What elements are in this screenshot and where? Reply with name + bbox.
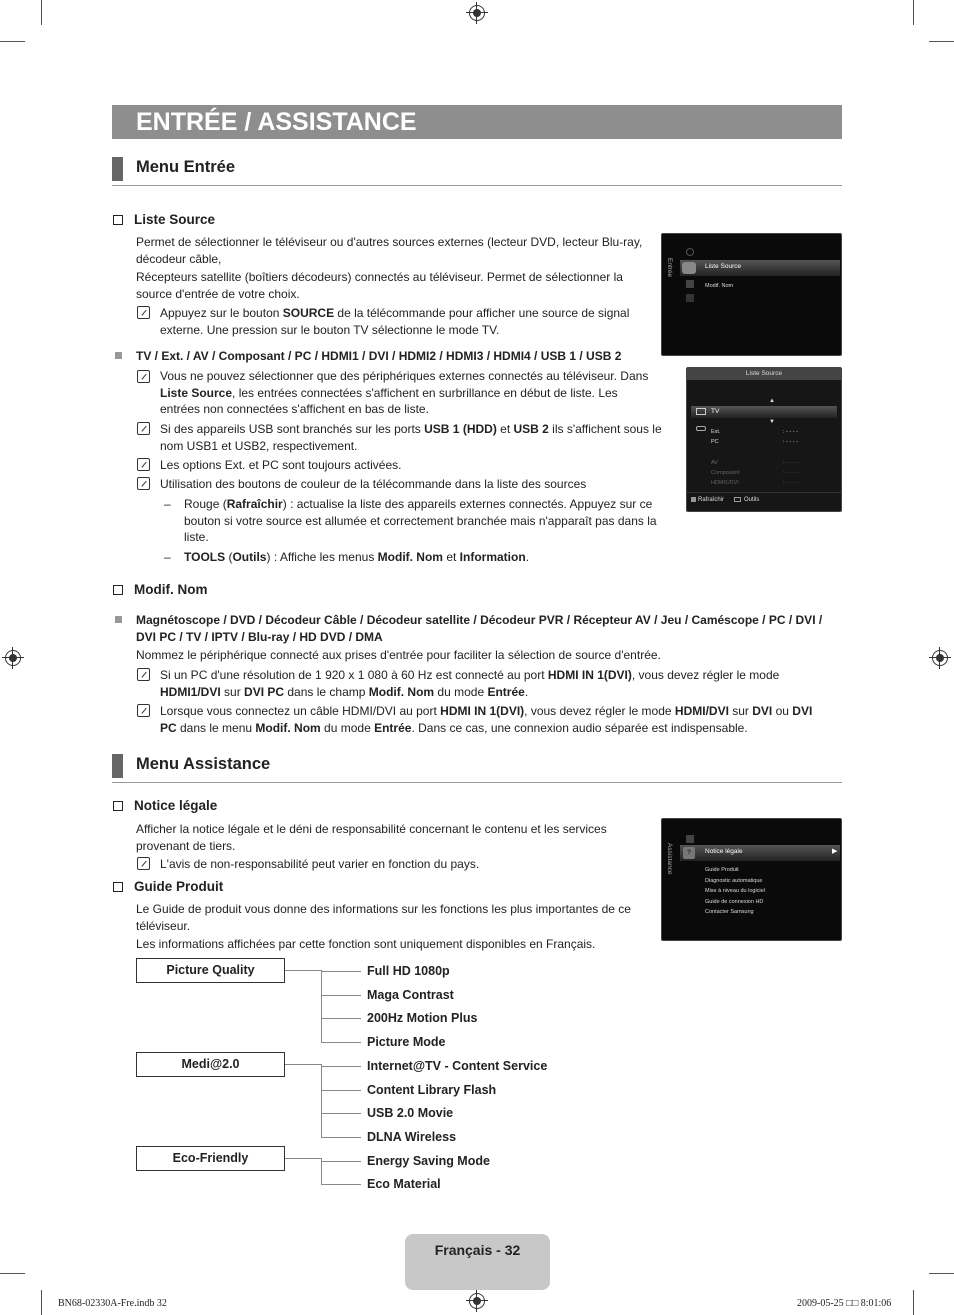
footer-file: BN68-02330A-Fre.indb 32 xyxy=(58,1298,167,1309)
selected-row xyxy=(680,260,840,276)
checkbox-icon xyxy=(113,585,123,595)
input-icon xyxy=(682,262,696,274)
source-row-name: Composant xyxy=(711,470,740,476)
page-title: ENTRÉE / ASSISTANCE xyxy=(136,108,417,136)
note-icon xyxy=(137,370,150,383)
refresh-label: Rafraîchir xyxy=(698,497,725,503)
note-icon xyxy=(137,668,150,681)
connector-line xyxy=(321,1018,361,1019)
note-text: L'avis de non-responsabilité peut varier en fonction du pays. xyxy=(160,857,480,871)
connector-line xyxy=(285,970,321,971)
selected-row xyxy=(680,845,840,861)
source-row-name: PC xyxy=(711,439,719,445)
source-row-name: HDMI1/DVI xyxy=(711,480,739,486)
help-icon xyxy=(686,835,694,843)
subsection-notice-legale xyxy=(113,798,217,815)
registration-mark-icon xyxy=(469,1293,485,1309)
note-text: Utilisation des boutons de couleur de la télécommande dans la liste des sources xyxy=(160,477,587,491)
menu-item-modif-nom: Modif. Nom xyxy=(705,283,734,289)
bullet-square-icon xyxy=(115,352,122,359)
paragraph: Récepteurs satellite (boîtiers décodeurs) connectés au téléviseur. Permet de sélectionner la source d'entrée de votre choix. xyxy=(136,270,623,301)
note-text: Si des appareils USB sont branchés sur les ports USB 1 (HDD) et USB 2 ils s'affichent sous le nom USB1 et USB2, respectivement. xyxy=(160,422,662,453)
connector-line xyxy=(321,970,322,1043)
crop-mark xyxy=(913,0,914,25)
connector-line xyxy=(321,1161,361,1162)
side-label: Assistance xyxy=(666,843,673,875)
source-list-header: Liste Source xyxy=(687,368,841,380)
paragraph: Nommez le périphérique connecté aux prises d'entrée pour faciliter la sélection de source d'entrée. xyxy=(136,648,661,662)
crop-mark xyxy=(929,41,954,42)
crop-mark xyxy=(0,41,25,42)
device-list-text: Magnétoscope / DVD / Décodeur Câble / Décodeur satellite / Décodeur PVR / Récepteur AV / Jeu / Caméscope / PC / DVI / DVI PC / TV / IPTV / Blu-ray / HD DVD / DMA xyxy=(136,613,823,644)
page-title-bar xyxy=(112,105,842,139)
feature-item: USB 2.0 Movie xyxy=(367,1106,454,1121)
assistance-menu-item: Contacter Samsung xyxy=(705,909,754,915)
connector-line xyxy=(321,1064,322,1138)
note-icon xyxy=(137,857,150,870)
divider xyxy=(687,492,841,493)
note-icon xyxy=(137,477,150,490)
tools-label: Outils xyxy=(744,497,760,503)
section-title: Menu Assistance xyxy=(136,755,271,773)
red-button-icon xyxy=(691,497,696,502)
connector-line xyxy=(285,1158,321,1159)
registration-mark-icon xyxy=(5,650,21,666)
connector-line xyxy=(321,1158,322,1185)
connector-line xyxy=(321,1113,361,1114)
page-number: Français - 32 xyxy=(434,1242,521,1258)
crop-mark xyxy=(0,1273,25,1274)
feature-group-box: Medi@2.0 xyxy=(136,1052,285,1077)
assistance-menu-item: Diagnostic automatique xyxy=(705,877,763,884)
feature-item: Content Library Flash xyxy=(367,1082,497,1097)
section-title: Menu Entrée xyxy=(136,158,236,176)
side-label: Entrée xyxy=(666,258,673,278)
scroll-down-icon: ▼ xyxy=(769,419,775,425)
feature-item: Maga Contrast xyxy=(367,987,454,1002)
subsection-modif-nom xyxy=(113,582,208,599)
tv-menu-screenshot-entree xyxy=(661,233,842,356)
note-icon xyxy=(137,458,150,471)
assistance-menu-item: Guide Produit xyxy=(705,867,739,873)
connector-line xyxy=(321,1042,361,1043)
scroll-up-icon: ▲ xyxy=(769,398,775,404)
source-row-value: : - - - - xyxy=(783,470,798,476)
tv-menu-screenshot-assistance xyxy=(661,818,842,941)
feature-item: Energy Saving Mode xyxy=(367,1153,490,1168)
paragraph: Les informations affichées par cette fonction sont uniquement disponibles en Français. xyxy=(136,937,596,951)
bullet-square-icon xyxy=(115,616,122,623)
registration-mark-icon xyxy=(932,650,948,666)
source-row-name: Ext. xyxy=(711,429,721,435)
subsection-label: Liste Source xyxy=(134,212,216,227)
page-number-tab xyxy=(405,1234,550,1290)
connector-line xyxy=(321,1090,361,1091)
section-bar xyxy=(112,157,123,181)
feature-group-box: Eco-Friendly xyxy=(136,1146,285,1171)
subsection-guide-produit xyxy=(113,879,223,896)
source-row-name: AV xyxy=(711,460,718,466)
dash-item-text: Rouge (Rafraîchir) : actualise la liste des appareils externes connectés. Appuyez sur ce bouton si votre source est allumée et correctement branchée mais n'apparaît pas dans la liste. xyxy=(184,497,657,544)
feature-item: Picture Mode xyxy=(367,1035,446,1050)
assistance-menu-item: Guide de connexion HD xyxy=(705,898,764,905)
subsection-label: Notice légale xyxy=(134,798,218,813)
connector-line xyxy=(321,1066,361,1067)
tv-icon xyxy=(696,408,706,415)
arrow-right-icon: ▶ xyxy=(832,848,838,855)
connector-line xyxy=(321,971,361,972)
crop-mark xyxy=(41,1290,42,1315)
help-icon xyxy=(686,280,694,288)
registration-mark-icon xyxy=(469,5,485,21)
menu-item-selected: Notice légale xyxy=(705,848,743,855)
connector-line xyxy=(321,1184,361,1185)
source-row-value: : - - - - xyxy=(783,429,798,435)
remote-icon xyxy=(137,306,150,319)
note-text: Lorsque vous connectez un câble HDMI/DVI au port HDMI IN 1(DVI), vous devez régler le mode HDMI/DVI sur DVI ou DVI PC dans le menu Modif. Nom du mode Entrée. Dans ce cas, une connexion audio séparée est indispensable. xyxy=(160,704,813,735)
question-icon: ? xyxy=(683,847,695,859)
connector-line xyxy=(321,995,361,996)
section-heading-menu-entree xyxy=(112,160,842,186)
subsection-label: Modif. Nom xyxy=(134,582,208,597)
connector-line xyxy=(285,1064,321,1065)
feature-item: 200Hz Motion Plus xyxy=(367,1011,478,1026)
dash-bullet: – xyxy=(164,550,171,564)
source-tv: TV xyxy=(711,408,720,415)
source-row-value: : - - - - xyxy=(783,480,798,486)
crop-mark xyxy=(929,1273,954,1274)
paragraph: Afficher la notice légale et le déni de responsabilité concernant le contenu et les services provenant de tiers. xyxy=(136,822,607,853)
feature-item: Full HD 1080p xyxy=(367,964,450,978)
menu-item-liste-source: Liste Source xyxy=(705,263,742,270)
note-text: Appuyez sur le bouton SOURCE de la télécommande pour afficher une source de signal externe. Une pression sur le bouton TV sélectionne le mode TV. xyxy=(160,306,630,337)
feature-item: DLNA Wireless xyxy=(367,1129,457,1144)
crop-mark xyxy=(913,1290,914,1315)
source-list-text: TV / Ext. / AV / Composant / PC / HDMI1 / DVI / HDMI2 / HDMI3 / HDMI4 / USB 1 / USB 2 xyxy=(136,349,622,363)
paragraph: Le Guide de produit vous donne des informations sur les fonctions les plus importantes de ce téléviseur. xyxy=(136,902,631,933)
assistance-menu-item: Mise à niveau du logiciel xyxy=(705,888,765,894)
crop-mark xyxy=(41,0,42,25)
tv-source-list-screenshot xyxy=(686,367,842,512)
feature-item: Internet@TV - Content Service xyxy=(367,1058,548,1073)
section-heading-menu-assistance xyxy=(112,757,842,783)
checkbox-icon xyxy=(113,801,123,811)
dash-bullet: – xyxy=(164,497,171,511)
note-icon xyxy=(137,704,150,717)
note-text: Les options Ext. et PC sont toujours activées. xyxy=(160,458,402,472)
dash-item-text: TOOLS (Outils) : Affiche les menus Modif. Nom et Information. xyxy=(184,550,530,564)
checkbox-icon xyxy=(113,215,123,225)
footer-date: 2009-05-25 □□ 8:01:06 xyxy=(797,1298,892,1309)
subsection-liste-source xyxy=(113,212,215,229)
source-row-value: : - - - - xyxy=(783,439,798,445)
subsection-label: Guide Produit xyxy=(134,879,224,894)
section-bar xyxy=(112,754,123,778)
checkbox-icon xyxy=(113,882,123,892)
connector-line xyxy=(321,1137,361,1138)
paragraph: Permet de sélectionner le téléviseur ou d'autres sources externes (lecteur DVD, lecteur Blu-ray, décodeur câble, xyxy=(136,235,643,266)
source-row-value: : - - - - xyxy=(783,460,798,466)
note-text: Vous ne pouvez sélectionner que des périphériques externes connectés au téléviseur. Dans Liste Source, les entrées connectées s'affichent en surbrillance en début de liste. Les entrées non connectées s'affichent en bas de liste. xyxy=(160,369,649,416)
settings-icon xyxy=(686,248,694,256)
feature-item: Eco Material xyxy=(367,1177,441,1192)
cable-icon xyxy=(696,426,706,431)
tools-icon xyxy=(734,497,741,502)
note-icon xyxy=(137,422,150,435)
channel-icon xyxy=(686,294,694,302)
feature-group-box: Picture Quality xyxy=(136,958,285,983)
note-text: Si un PC d'une résolution de 1 920 x 1 080 à 60 Hz est connecté au port HDMI IN 1(DVI), vous devez régler le mode HDMI1/DVI sur DVI PC dans le champ Modif. Nom du mode Entrée. xyxy=(160,668,780,699)
